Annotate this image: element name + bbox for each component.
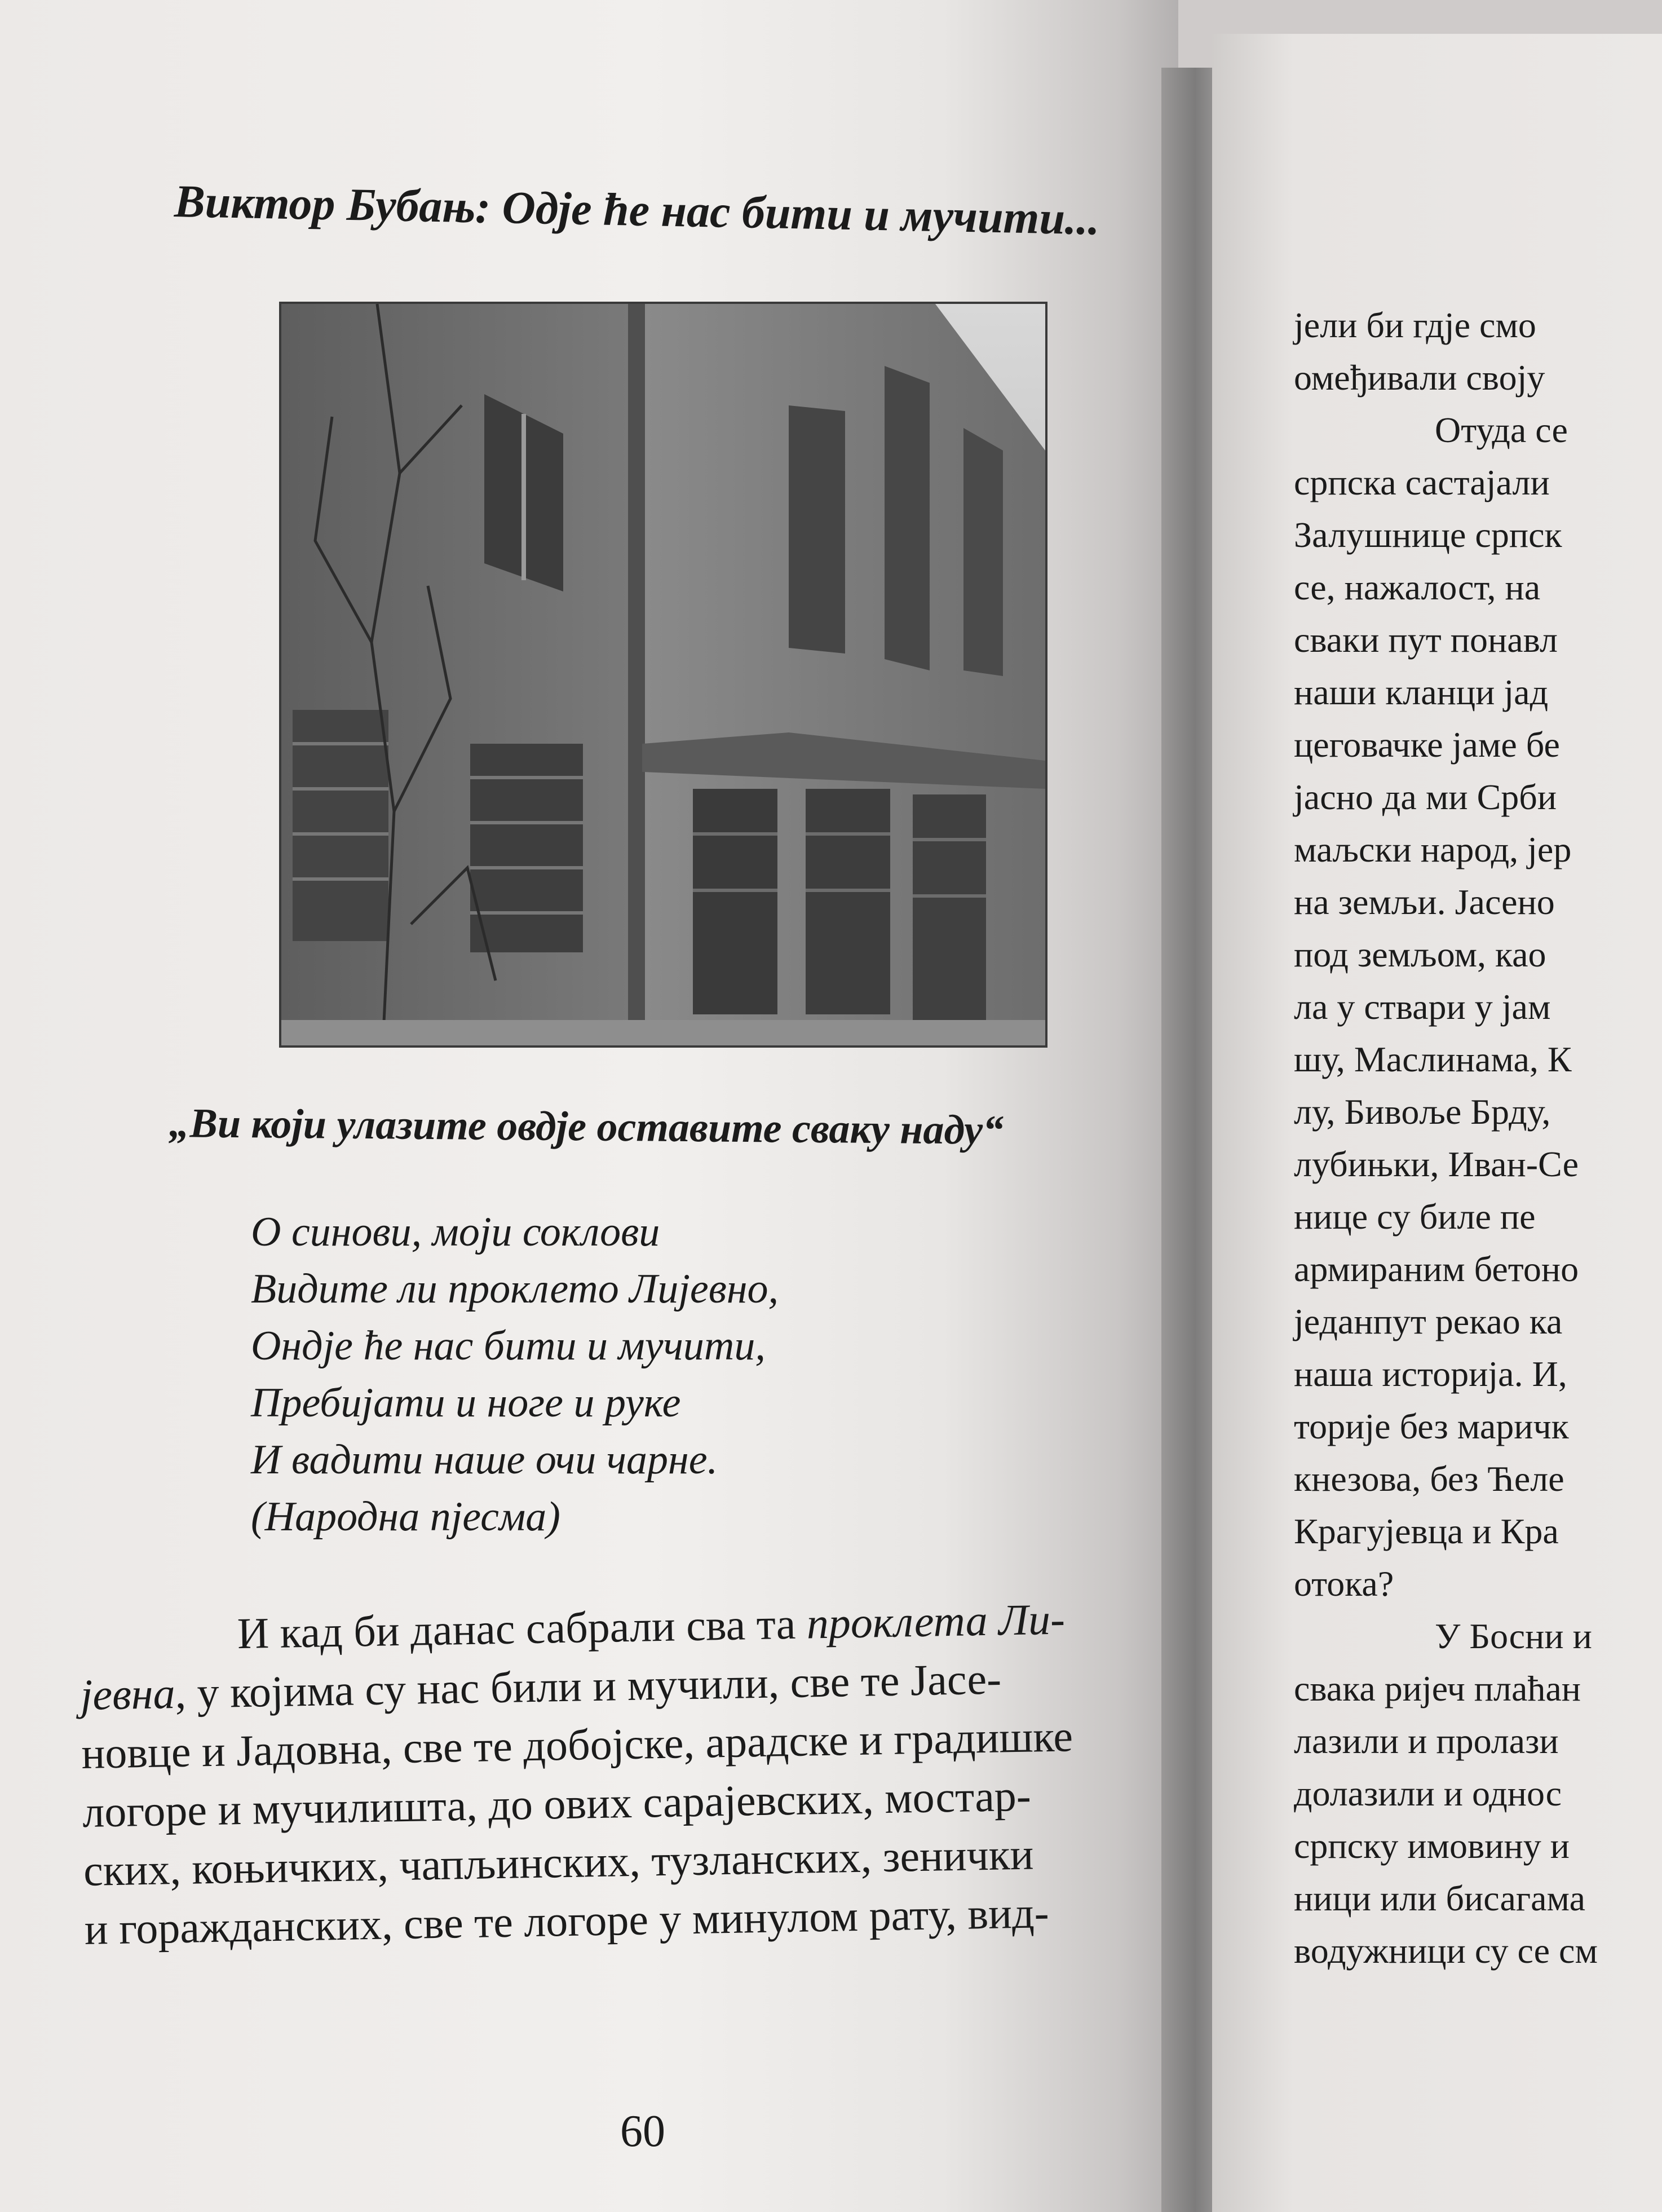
right-page-line: српска састајали <box>1294 462 1550 502</box>
right-page-line: отока? <box>1294 1564 1394 1604</box>
italic-span: јевна <box>79 1668 176 1719</box>
right-page-line: кнезова, без Ћеле <box>1294 1459 1564 1499</box>
page-number: 60 <box>620 2107 665 2156</box>
right-page <box>1212 34 1662 2212</box>
right-page-line: ници или бисагама <box>1294 1878 1585 1918</box>
right-page-line: нице су биле пе <box>1294 1196 1536 1237</box>
paragraph-line: и горажданских, све те логоре у минулом рату, вид- <box>84 1888 1050 1954</box>
paragraph-line: ских, коњичких, чапљинских, тузланских, зенички <box>83 1829 1035 1895</box>
right-page-line: водужници су се см <box>1294 1931 1598 1971</box>
right-page-line: маљски народ, јер <box>1294 829 1572 869</box>
right-page-text <box>1294 299 1662 1977</box>
poem-line: Ондје ће нас бити и мучити, <box>251 1323 766 1369</box>
epigraph: „Ви који улазите овдје оставите сваку наду“ <box>169 1100 1004 1154</box>
poem <box>251 1204 1097 1546</box>
text-span: , у којима су нас били и мучили, све те Јасе- <box>174 1654 1002 1718</box>
right-page-line: Крагујевца и Кра <box>1294 1511 1559 1551</box>
right-page-line: лазили и пролази <box>1294 1721 1559 1761</box>
body-paragraph <box>79 1588 1145 1959</box>
paragraph-line: новце и Јадовна, све те добојске, арадске и градишке <box>81 1711 1073 1778</box>
poem-line: И вадити наше очи чарне. <box>251 1437 718 1483</box>
right-page-line: наши кланци јад <box>1294 672 1549 712</box>
right-page-line: Залушнице српск <box>1294 515 1562 555</box>
right-page-line: српску имовину и <box>1294 1826 1570 1866</box>
italic-span: проклета Ли- <box>806 1594 1066 1648</box>
poem-line: Пребијати и ноге и руке <box>251 1380 681 1426</box>
right-page-line: се, нажалост, на <box>1294 567 1541 607</box>
poem-line: О синови, моји соклови <box>251 1209 660 1255</box>
right-page-line: цеговачке јаме бе <box>1294 725 1560 765</box>
right-page-line: торије без маричк <box>1294 1406 1569 1446</box>
right-page-line: шу, Маслинама, К <box>1294 1039 1572 1079</box>
poem-line: Видите ли проклето Лијевно, <box>251 1266 779 1312</box>
right-page-line: лубињки, Иван-Се <box>1294 1144 1579 1184</box>
right-page-line: сваки пут понавл <box>1294 620 1558 660</box>
right-page-line: Отуда се <box>1435 410 1568 450</box>
right-page-line: долазили и однос <box>1294 1773 1562 1813</box>
right-page-line: свака ријеч плаћан <box>1294 1668 1581 1708</box>
right-page-line: ла у ствари у јам <box>1294 987 1551 1027</box>
right-page-line: наша историја. И, <box>1294 1354 1567 1394</box>
text-span: И кад би данас сабрали сва та <box>237 1599 807 1658</box>
right-page-line: једанпут рекао ка <box>1294 1301 1563 1341</box>
building-photo <box>279 302 1047 1048</box>
right-page-line: под земљом, као <box>1294 934 1546 974</box>
right-page-line: јели би гдје смо <box>1294 305 1536 345</box>
chapter-heading: Виктор Бубањ: Одје ће нас бити и мучити... <box>174 175 1100 245</box>
right-page-line: на земљи. Јасено <box>1294 882 1555 922</box>
paragraph-line: логоре и мучилишта, до ових сарајевских, мостар- <box>82 1771 1032 1836</box>
right-page-line: У Босни и <box>1435 1616 1592 1656</box>
right-page-line: омеђивали своју <box>1294 357 1545 398</box>
right-page-line: лу, Бивоље Брду, <box>1294 1092 1551 1132</box>
right-page-line: јасно да ми Срби <box>1294 777 1557 817</box>
poem-source: (Народна пјесма) <box>251 1494 560 1540</box>
right-page-line: армираним бетоно <box>1294 1249 1579 1289</box>
